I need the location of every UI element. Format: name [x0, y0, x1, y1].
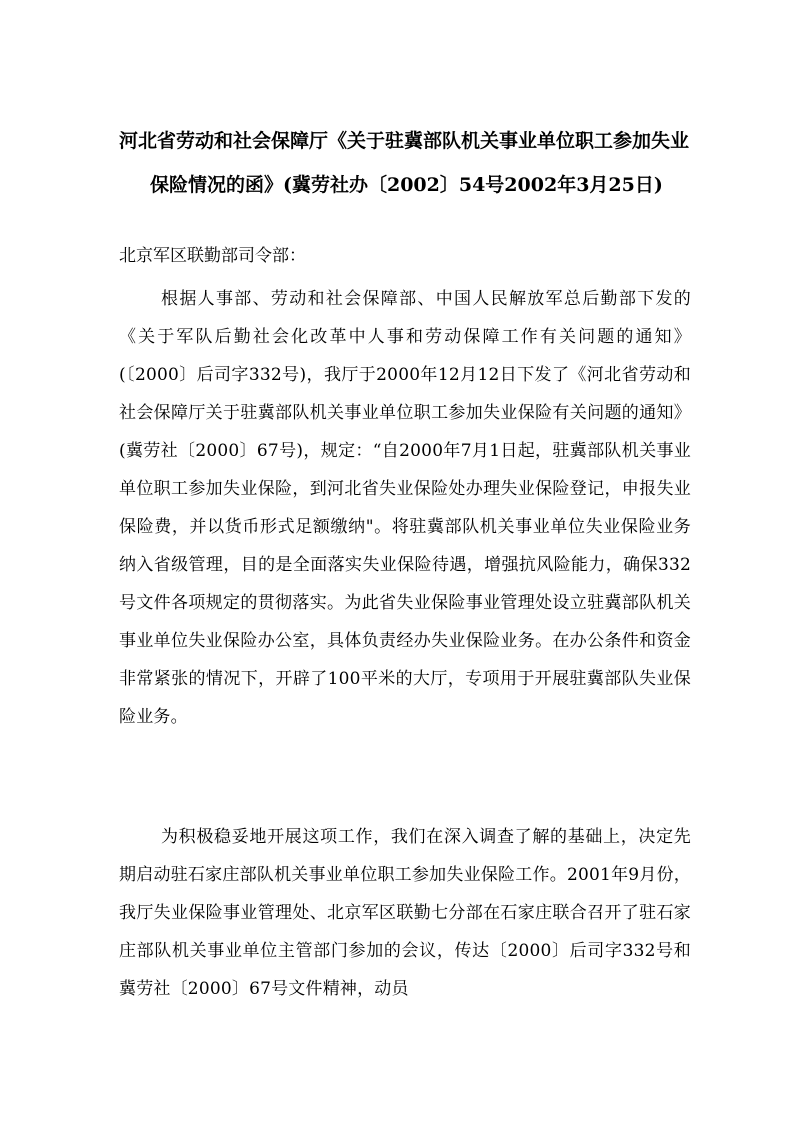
body-paragraph-1: 根据人事部、劳动和社会保障部、中国人民解放军总后勤部下发的《关于军队后勤社会化改革中人事和劳动保障工作有关问题的通知》(〔2000〕后司字332号)，我厅于2000年12月12日下发了《河北省劳动和社会保障厅关于驻冀部队机关事业单位职工参加失业保险有关问题的通知》(冀劳社〔2000〕67号)，规定：“自2000年7月1日起，驻冀部队机关事业单位职工参加失业保险，到河北省失业保险处办理失业保险登记，申报失业保险费，并以货币形式足额缴纳"。将驻冀部队机关事业单位失业保险业务纳入省级管理，目的是全面落实失业保险待遇，增强抗风险能力，确保332号文件各项规定的贯彻落实。为此省失业保险事业管理处设立驻冀部队机关事业单位失业保险办公室，具体负责经办失业保险业务。在办公条件和资金非常紧张的情况下，开辟了100平米的大厅，专项用于开展驻冀部队失业保险业务。	[119, 289, 691, 727]
body-paragraph-2: 为积极稳妥地开展这项工作，我们在深入调查了解的基础上，决定先期启动驻石家庄部队机关事业单位职工参加失业保险工作。2001年9月份，我厅失业保险事业管理处、北京军区联勤七分部在石家庄联合召开了驻石家庄部队机关事业单位主管部门参加的会议，传达〔2000〕后司字332号和冀劳社〔2000〕67号文件精神，动员	[119, 827, 691, 999]
salutation: 北京军区联勤部司令部：	[119, 246, 306, 266]
document-title-line-1: 河北省劳动和社会保障厅《关于驻冀部队机关事业单位职工参加失业	[119, 130, 690, 152]
document-title-line-2: 保险情况的函》(冀劳社办〔2002〕54号2002年3月25日)	[150, 174, 663, 196]
